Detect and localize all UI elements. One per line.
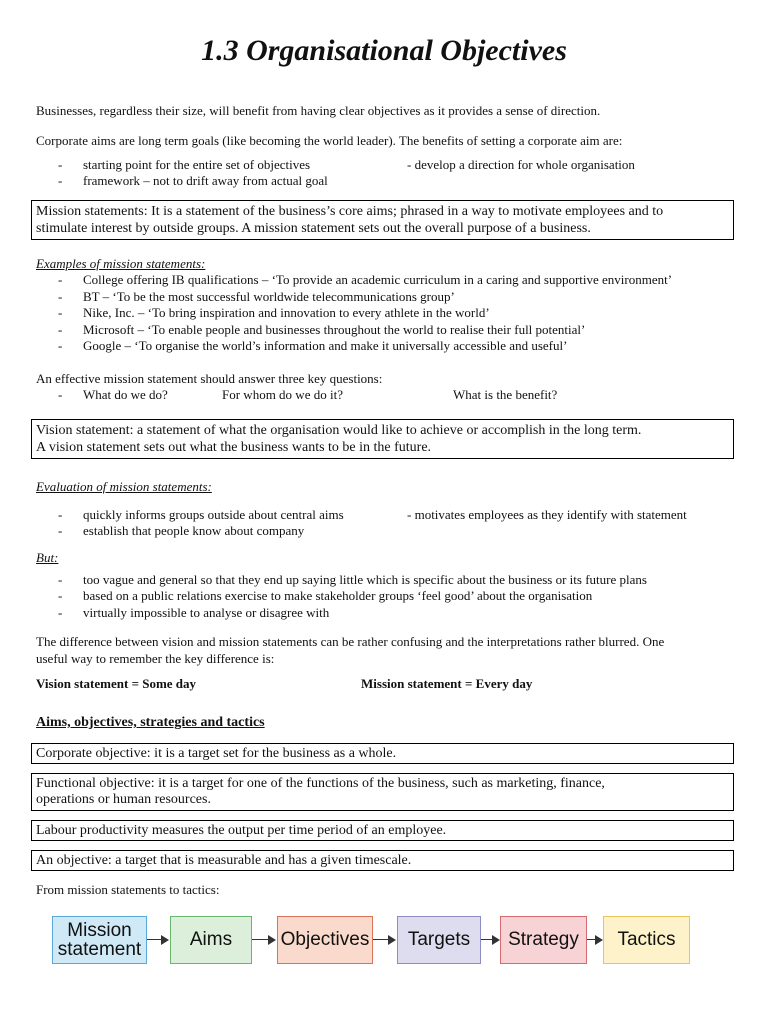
flow-intro: From mission statements to tactics: [36, 882, 220, 897]
functional-objective-line-2: operations or human resources. [36, 792, 211, 807]
flow-arrow [373, 939, 389, 940]
question-1: What do we do? [83, 387, 168, 402]
mission-statement-box [31, 200, 734, 240]
flow-arrow [147, 939, 162, 940]
flow-box-objectives: Objectives [277, 916, 373, 964]
arrow-right-icon [161, 935, 169, 945]
aim-benefit-3: framework – not to drift away from actual goal [83, 173, 328, 188]
question-2: For whom do we do it? [222, 387, 343, 402]
example-item: Google – ‘To organise the world’s information and make it universally accessible and useful’ [83, 338, 568, 353]
evaluation-item-2: - motivates employees as they identify with statement [407, 507, 687, 522]
objective-definition-box [31, 850, 734, 871]
bullet-dash: - [58, 322, 63, 337]
example-item: BT – ‘To be the most successful worldwide telecommunications group’ [83, 289, 455, 304]
flow-box-strategy: Strategy [500, 916, 587, 964]
corporate-objective-box [31, 743, 734, 764]
vision-statement-box [31, 419, 734, 459]
bullet-dash: - [58, 305, 63, 320]
but-heading: But: [36, 550, 59, 565]
aim-benefit-2: - develop a direction for whole organisation [407, 157, 635, 172]
mission-to-tactics-flow [0, 916, 768, 968]
difference-line-2: useful way to remember the key difference is: [36, 651, 275, 666]
but-item: too vague and general so that they end up saying little which is specific about the business or its future plans [83, 572, 647, 587]
arrow-right-icon [268, 935, 276, 945]
example-item: Nike, Inc. – ‘To bring inspiration and innovation to every athlete in the world’ [83, 305, 490, 320]
bullet-dash: - [58, 289, 63, 304]
vision-box-line-1: Vision statement: a statement of what the organisation would like to achieve or accomplish in the long term. [36, 423, 642, 438]
labour-productivity-text: Labour productivity measures the output per time period of an employee. [36, 823, 447, 838]
but-item: virtually impossible to analyse or disagree with [83, 605, 330, 620]
vision-box-line-2: A vision statement sets out what the business wants to be in the future. [36, 440, 432, 455]
example-item: Microsoft – ‘To enable people and businesses throughout the world to realise their full potential’ [83, 322, 586, 337]
bullet-dash: - [58, 572, 63, 587]
objective-definition-text: An objective: a target that is measurable and has a given timescale. [36, 853, 412, 868]
aims-heading: Aims, objectives, strategies and tactics [36, 715, 265, 730]
flow-mission-line-1: Mission [67, 920, 132, 941]
page-title: 1.3 Organisational Objectives [201, 34, 567, 67]
corporate-objective-text: Corporate objective: it is a target set for the business as a whole. [36, 746, 397, 761]
examples-heading: Examples of mission statements: [36, 256, 206, 271]
questions-intro: An effective mission statement should answer three key questions: [36, 371, 383, 386]
mission-box-line-1: Mission statements: It is a statement of the business’s core aims; phrased in a way to motivate employees and to [36, 204, 664, 219]
functional-objective-line-1: Functional objective: it is a target for one of the functions of the business, such as marketing, finance, [36, 776, 605, 791]
question-3: What is the benefit? [453, 387, 558, 402]
evaluation-heading: Evaluation of mission statements: [36, 479, 212, 494]
difference-line-1: The difference between vision and mission statements can be rather confusing and the interpretations rather blurred. One [36, 634, 665, 649]
mission-box-line-2: stimulate interest by outside groups. A mission statement sets out the overall purpose of a business. [36, 221, 591, 236]
evaluation-item-1: quickly informs groups outside about central aims [83, 507, 344, 522]
mission-everyday: Mission statement = Every day [361, 676, 533, 691]
bullet-dash: - [58, 272, 63, 287]
bullet-dash: - [58, 523, 63, 538]
intro-text: Businesses, regardless their size, will benefit from having clear objectives as it provides a sense of direction. [36, 103, 601, 118]
corporate-aims-text: Corporate aims are long term goals (like becoming the world leader). The benefits of setting a corporate aim are: [36, 133, 623, 148]
flow-box-aims: Aims [170, 916, 252, 964]
example-item: College offering IB qualifications – ‘To provide an academic curriculum in a caring and supportive environment’ [83, 272, 673, 287]
bullet-dash: - [58, 387, 63, 402]
bullet-dash: - [58, 507, 63, 522]
but-item: based on a public relations exercise to make stakeholder groups ‘feel good’ about the organisation [83, 588, 593, 603]
labour-productivity-box [31, 820, 734, 841]
arrow-right-icon [388, 935, 396, 945]
arrow-right-icon [492, 935, 500, 945]
aim-benefit-1: starting point for the entire set of objectives [83, 157, 311, 172]
flow-arrow [252, 939, 269, 940]
arrow-right-icon [595, 935, 603, 945]
vision-someday: Vision statement = Some day [36, 676, 197, 691]
flow-box-targets: Targets [397, 916, 481, 964]
flow-mission-line-2: statement [57, 939, 142, 960]
bullet-dash: - [58, 173, 63, 188]
bullet-dash: - [58, 605, 63, 620]
flow-box-tactics: Tactics [603, 916, 690, 964]
functional-objective-box [31, 773, 734, 811]
evaluation-item-3: establish that people know about company [83, 523, 305, 538]
flow-box-mission-statement [52, 916, 147, 964]
bullet-dash: - [58, 157, 63, 172]
bullet-dash: - [58, 588, 63, 603]
bullet-dash: - [58, 338, 63, 353]
